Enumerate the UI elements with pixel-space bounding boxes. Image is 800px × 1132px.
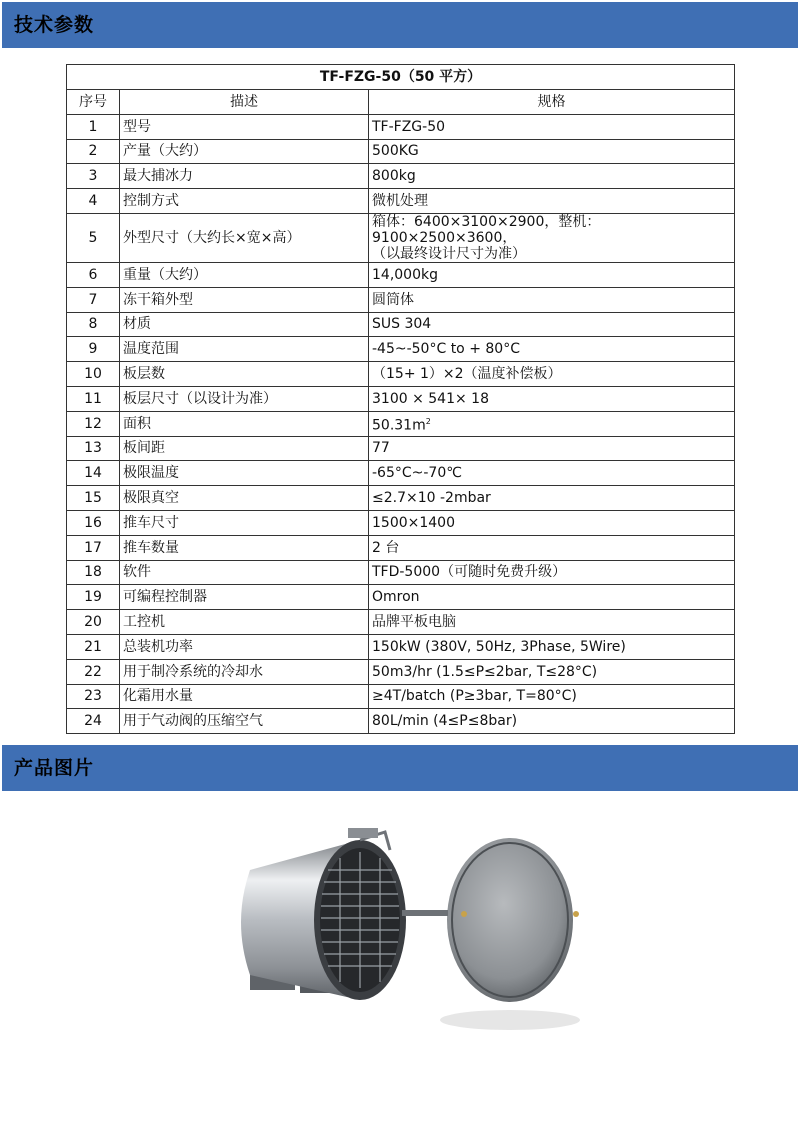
table-row: [67, 709, 735, 734]
row-spec-cell: [369, 659, 735, 684]
row-spec: 77: [372, 440, 390, 457]
section-header-product-images: [2, 745, 798, 791]
row-number: 17: [67, 535, 120, 560]
table-row: [67, 287, 735, 312]
row-number: 16: [67, 510, 120, 535]
row-spec: ≥4T/batch (P≥3bar, T=80°C): [372, 688, 577, 705]
row-description: 可编程控制器: [120, 585, 369, 610]
row-number: 1: [67, 114, 120, 139]
table-row: [67, 461, 735, 486]
row-number: 24: [67, 709, 120, 734]
row-spec: 80L/min (4≤P≤8bar): [372, 713, 518, 730]
row-number: 5: [67, 213, 120, 262]
row-spec: Omron: [372, 589, 420, 606]
table-row: [67, 659, 735, 684]
table-row: [67, 139, 735, 164]
row-spec: -45~-50°C to + 80°C: [372, 341, 520, 358]
header-no: 序号: [67, 90, 120, 115]
row-description: 用于制冷系统的冷却水: [120, 659, 369, 684]
row-spec: 50.31m: [372, 417, 426, 434]
row-spec: TFD-5000（可随时免费升级）: [372, 564, 567, 581]
row-spec: 14,000kg: [372, 266, 438, 283]
row-spec: 箱体：6400×3100×2900，整机：9100×2500×3600，: [372, 213, 601, 246]
row-spec: （15+ 1）×2（温度补偿板）: [372, 366, 562, 383]
row-spec-cell: [369, 114, 735, 139]
row-spec: 微机处理: [372, 193, 428, 210]
row-spec: 1500×1400: [372, 514, 455, 531]
row-description: 产量（大约）: [120, 139, 369, 164]
table-row: [67, 610, 735, 635]
row-description: 外型尺寸（大约长×宽×高）: [120, 213, 369, 262]
row-description: 化霜用水量: [120, 684, 369, 709]
table-row: [67, 560, 735, 585]
row-spec-cell: [369, 486, 735, 511]
row-spec-superscript: 2: [425, 416, 431, 426]
row-spec: 圆筒体: [372, 291, 414, 308]
row-spec-cell: [369, 189, 735, 214]
row-spec: SUS 304: [372, 316, 432, 333]
row-number: 8: [67, 312, 120, 337]
table-row: [67, 114, 735, 139]
row-number: 11: [67, 386, 120, 411]
row-number: 19: [67, 585, 120, 610]
row-spec: 800kg: [372, 168, 416, 185]
row-spec-cell: [369, 709, 735, 734]
row-spec-cell: [369, 362, 735, 387]
row-spec: 3100 × 541× 18: [372, 390, 489, 407]
row-spec: -65°C~-70℃: [372, 465, 462, 482]
table-row: [67, 510, 735, 535]
row-description: 最大捕冰力: [120, 164, 369, 189]
row-description: 材质: [120, 312, 369, 337]
row-description: 型号: [120, 114, 369, 139]
freeze-dryer-photo: [210, 810, 595, 1060]
table-row: [67, 386, 735, 411]
section-header-tech-params: [2, 2, 798, 48]
row-description: 控制方式: [120, 189, 369, 214]
row-number: 4: [67, 189, 120, 214]
row-spec-cell: [369, 560, 735, 585]
row-spec: 2 台: [372, 539, 400, 556]
row-description: 板间距: [120, 436, 369, 461]
row-spec-line-2: （以最终设计尺寸为准）: [372, 245, 526, 262]
row-description: 工控机: [120, 610, 369, 635]
table-header-row: [67, 90, 735, 115]
table-row: [67, 189, 735, 214]
row-description: 温度范围: [120, 337, 369, 362]
row-description: 极限温度: [120, 461, 369, 486]
row-description: 推车尺寸: [120, 510, 369, 535]
row-spec-cell: [369, 461, 735, 486]
table-row: [67, 535, 735, 560]
row-number: 13: [67, 436, 120, 461]
row-number: 23: [67, 684, 120, 709]
header-spec: 规格: [369, 90, 735, 115]
row-number: 20: [67, 610, 120, 635]
table-row: [67, 585, 735, 610]
row-number: 21: [67, 634, 120, 659]
row-number: 9: [67, 337, 120, 362]
row-number: 3: [67, 164, 120, 189]
table-row: [67, 634, 735, 659]
table-row: [67, 684, 735, 709]
row-description: 面积: [120, 411, 369, 436]
row-spec-cell: [369, 312, 735, 337]
header-desc: 描述: [120, 90, 369, 115]
row-spec-cell: [369, 510, 735, 535]
row-description: 板层数: [120, 362, 369, 387]
row-spec-cell: [369, 684, 735, 709]
row-spec-cell: [369, 386, 735, 411]
row-number: 6: [67, 262, 120, 287]
section-title: 产品图片: [14, 757, 95, 779]
row-spec-cell: [369, 337, 735, 362]
table-title-row: [67, 65, 735, 90]
row-spec: 150kW (380V, 50Hz, 3Phase, 5Wire): [372, 638, 626, 655]
row-number: 12: [67, 411, 120, 436]
row-spec-cell: [369, 634, 735, 659]
row-spec: 500KG: [372, 143, 419, 160]
row-description: 冻干箱外型: [120, 287, 369, 312]
row-description: 极限真空: [120, 486, 369, 511]
row-description: 用于气动阀的压缩空气: [120, 709, 369, 734]
table-row: [67, 436, 735, 461]
row-spec: 品牌平板电脑: [372, 614, 456, 631]
row-description: 板层尺寸（以设计为准）: [120, 386, 369, 411]
table-row: [67, 312, 735, 337]
table-row: [67, 337, 735, 362]
row-spec-cell: [369, 287, 735, 312]
row-description: 总装机功率: [120, 634, 369, 659]
row-spec: ≤2.7×10 -2mbar: [372, 490, 491, 507]
row-number: 18: [67, 560, 120, 585]
row-number: 14: [67, 461, 120, 486]
row-number: 10: [67, 362, 120, 387]
row-spec-cell: [369, 411, 735, 436]
row-spec-cell: [369, 139, 735, 164]
table-row: [67, 411, 735, 436]
table-row: [67, 164, 735, 189]
row-spec-cell: [369, 585, 735, 610]
row-spec: 50m3/hr (1.5≤P≤2bar, T≤28°C): [372, 663, 598, 680]
row-spec-cell: [369, 535, 735, 560]
row-description: 推车数量: [120, 535, 369, 560]
row-number: 15: [67, 486, 120, 511]
row-spec-cell: [369, 610, 735, 635]
table-row: [67, 362, 735, 387]
row-spec-cell: [369, 436, 735, 461]
row-number: 7: [67, 287, 120, 312]
row-description: 软件: [120, 560, 369, 585]
row-number: 2: [67, 139, 120, 164]
row-spec-cell: [369, 262, 735, 287]
row-spec-cell: [369, 213, 735, 262]
spec-table: [66, 64, 735, 734]
row-spec-cell: [369, 164, 735, 189]
row-spec: TF-FZG-50: [372, 118, 446, 135]
table-row: [67, 486, 735, 511]
row-description: 重量（大约）: [120, 262, 369, 287]
table-title: TF-FZG-50（50 平方）: [67, 65, 735, 90]
table-row: [67, 262, 735, 287]
section-title: 技术参数: [14, 14, 95, 36]
table-row: [67, 213, 735, 262]
row-number: 22: [67, 659, 120, 684]
